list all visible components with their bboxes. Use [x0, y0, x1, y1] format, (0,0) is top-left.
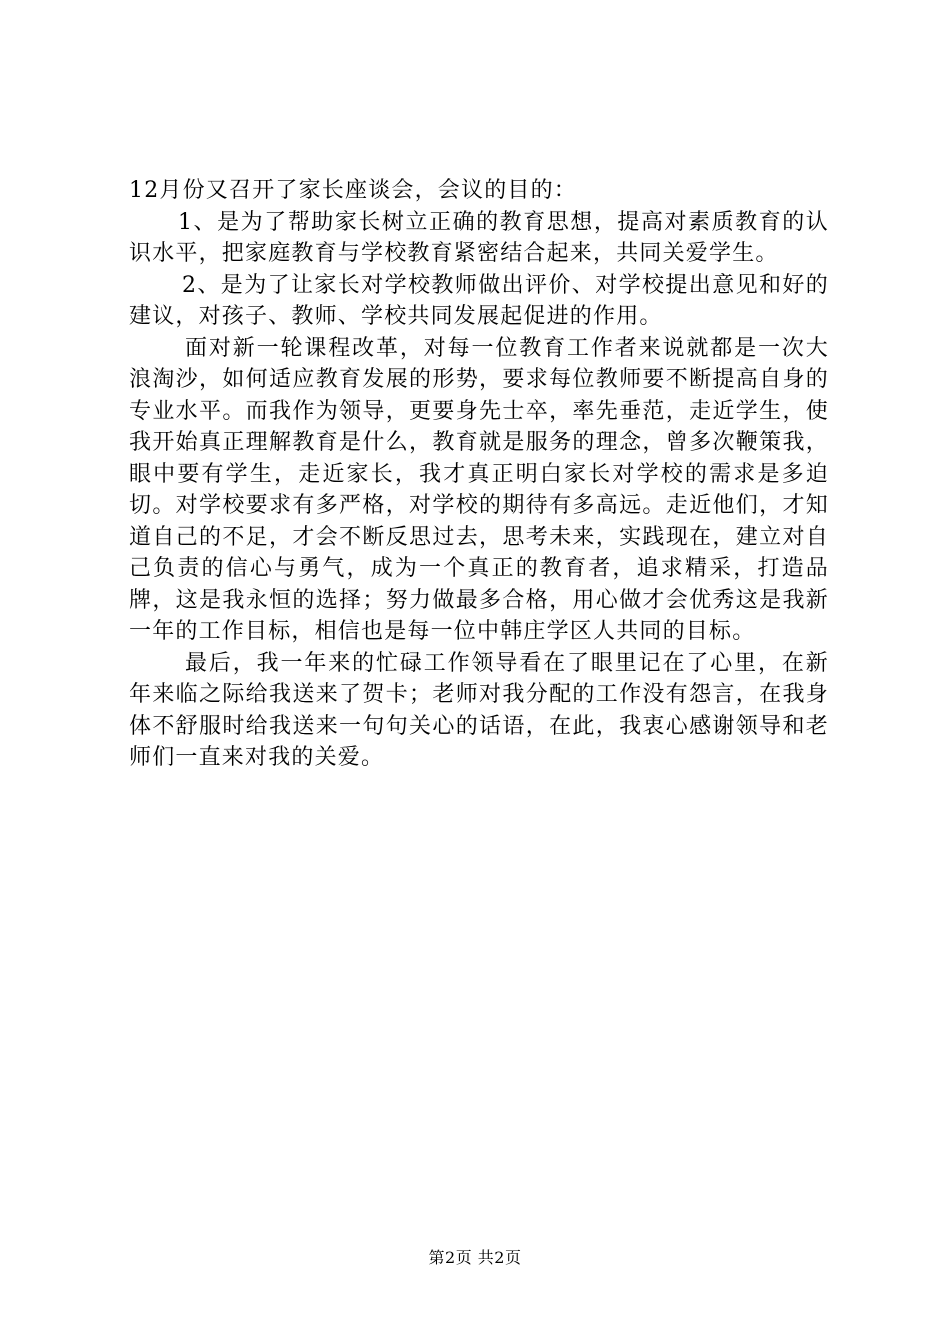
paragraph-intro: 12月份又召开了家长座谈会，会议的目的：: [129, 178, 577, 203]
page-footer: [0, 1245, 950, 1268]
paragraph-point-2: 2、是为了让家长对学校教师做出评价、对学校提出意见和好的建议，对孩子、教师、学校共同发展起促进的作用。: [129, 272, 829, 329]
paragraph-point-1: 1、是为了帮助家长树立正确的教育思想，提高对素质教育的认识水平，把家庭教育与学校教育紧密结合起来，共同关爱学生。: [129, 209, 829, 266]
document-body: [129, 175, 829, 774]
page-number-indicator: 第2页 共2页: [428, 1248, 522, 1267]
paragraph-reform: 面对新一轮课程改革，对每一位教育工作者来说就都是一次大浪淘沙，如何适应教育发展的形势，要求每位教师要不断提高自身的专业水平。而我作为领导，更要身先士卒，率先垂范，走近学生，使我开始真正理解教育是什么，教育就是服务的理念，曾多次鞭策我，眼中要有学生，走近家长，我才真正明白家长对学校的需求是多迫切。对学校要求有多严格，对学校的期待有多高远。走近他们，才知道自己的不足，才会不断反思过去，思考未来，实践现在，建立对自己负责的信心与勇气，成为一个真正的教育者，追求精采，打造品牌，这是我永恒的选择；努力做最多合格，用心做才会优秀这是我新一年的工作目标，相信也是每一位中韩庄学区人共同的目标。: [129, 335, 829, 644]
paragraph-closing: 最后，我一年来的忙碌工作领导看在了眼里记在了心里，在新年来临之际给我送来了贺卡；老师对我分配的工作没有怨言，在我身体不舒服时给我送来一句句关心的话语，在此，我衷心感谢领导和老师们一直来对我的关爱。: [129, 650, 829, 770]
